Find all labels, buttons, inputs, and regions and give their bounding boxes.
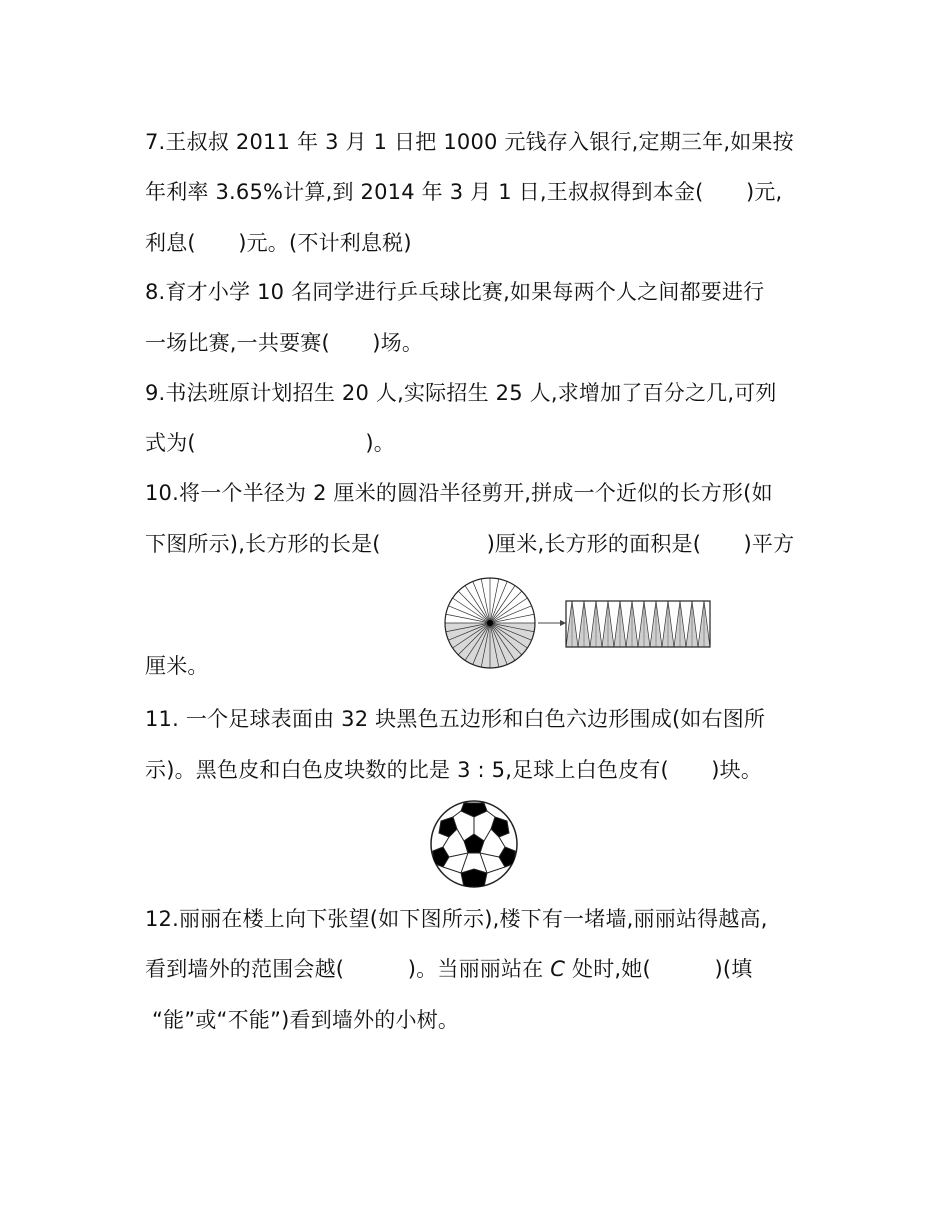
soccer-ball-figure bbox=[429, 799, 519, 889]
q7-line-3: 利息( )元。(不计利息税) bbox=[145, 231, 412, 255]
sectored-circle bbox=[445, 578, 535, 668]
q11-line-2: 示)。黑色皮和白色皮块数的比是 3 : 5,足球上白色皮有( )块。 bbox=[145, 758, 763, 782]
q7-line-2: 年利率 3.65%计算,到 2014 年 3 月 1 日,王叔叔得到本金( )元, bbox=[145, 180, 783, 204]
q12-line-2-start: 看到墙外的范围会越( )。当丽丽站在 bbox=[145, 957, 551, 981]
black-pentagon bbox=[461, 869, 487, 887]
sector-radius bbox=[458, 591, 490, 623]
q8-line-1: 8.育才小学 10 名同学进行乒乓球比赛,如果每两个人之间都要进行 bbox=[145, 280, 765, 304]
q11-line-1: 11. 一个足球表面由 32 块黑色五边形和白色六边形围成(如右图所 bbox=[145, 707, 766, 731]
sector-radius bbox=[490, 591, 522, 623]
approximate-rectangle bbox=[566, 601, 710, 647]
arrow-head bbox=[560, 620, 566, 626]
q12-line-1: 12.丽丽在楼上向下张望(如下图所示),楼下有一堵墙,丽丽站得越高, bbox=[145, 907, 768, 931]
q12-line-2-end: 处时,她( )(填 bbox=[565, 957, 753, 981]
q9-line-2: 式为( )。 bbox=[145, 431, 395, 455]
q10-line-3: 厘米。 bbox=[145, 654, 209, 678]
q8-line-2: 一场比赛,一共要赛( )场。 bbox=[145, 331, 424, 355]
q7-line-1: 7.王叔叔 2011 年 3 月 1 日把 1000 元钱存入银行,定期三年,如果按 bbox=[145, 130, 794, 154]
point-c-label: C bbox=[550, 957, 566, 981]
q10-line-2: 下图所示),长方形的长是( )厘米,长方形的面积是( )平方 bbox=[145, 532, 795, 556]
q10-line-1: 10.将一个半径为 2 厘米的圆沿半径剪开,拼成一个近似的长方形(如 bbox=[145, 481, 773, 505]
q12-line-3: “能”或“不能”)看到墙外的小树。 bbox=[152, 1008, 460, 1032]
q12-line-2 bbox=[145, 954, 752, 984]
circle-to-rectangle-figure bbox=[442, 575, 712, 671]
circle-center bbox=[487, 620, 493, 626]
q9-line-1: 9.书法班原计划招生 20 人,实际招生 25 人,求增加了百分之几,可列 bbox=[145, 381, 777, 405]
